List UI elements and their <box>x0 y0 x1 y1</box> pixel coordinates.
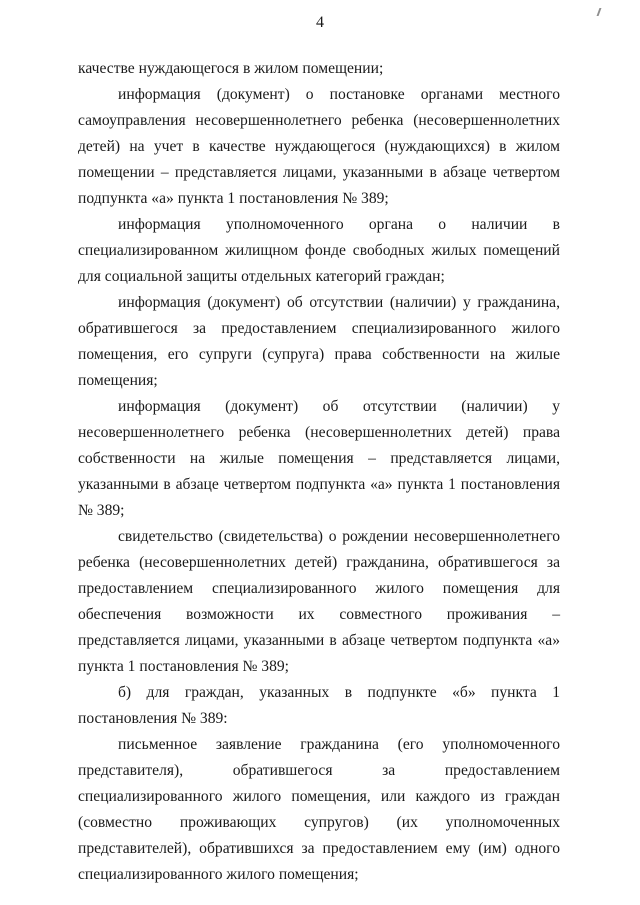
paragraph-ownership-minor: информация (документ) об отсутствии (наличии) у несовершеннолетнего ребенка (несовершеннолетних детей) права собственности на жилые помещения – представляется лицами, указанными в абзаце четвертом подпункта «а» пункта 1 постановления № 389; <box>78 398 560 519</box>
paragraph-birth-certificate: свидетельство (свидетельства) о рождении несовершеннолетнего ребенка (несовершеннолетних детей) гражданина, обратившегося за предоставлением специализированного жилого помещения для обеспечения возможности их совместного проживания – представляется лицами, указанными в абзаце четвертом подпункта «а» пункта 1 постановления № 389; <box>78 528 560 675</box>
paragraph-ownership-applicant: информация (документ) об отсутствии (наличии) у гражданина, обратившегося за предоставлением специализированного жилого помещения, его супруги (супруга) права собственности на жилые помещения; <box>78 294 560 389</box>
paragraph-written-application: письменное заявление гражданина (его уполномоченного представителя), обратившегося за предоставлением специализированного жилого помещения, или каждого из граждан (совместно проживающих супругов) (их уполномоченных представителей), обратившихся за предоставлением ему (им) одного специализированного жилого помещения; <box>78 736 560 883</box>
paragraph-housing-fund-info: информация уполномоченного органа о наличии в специализированном жилищном фонде свободных жилых помещений для социальной защиты отдельных категорий граждан; <box>78 216 560 285</box>
paragraph-subsection-b: б) для граждан, указанных в подпункте «б» пункта 1 постановления № 389: <box>78 684 560 727</box>
page-number: 4 <box>316 14 324 31</box>
paragraph-registration-info: информация (документ) о постановке органами местного самоуправления несовершеннолетнего ребенка (несовершеннолетних детей) на учет в качестве нуждающегося (нуждающихся) в жилом помещении – представляется лицами, указанными в абзаце четвертом подпункта «а» пункта 1 постановления № 389; <box>78 86 560 207</box>
paragraph-continuation: качестве нуждающегося в жилом помещении; <box>78 60 384 77</box>
document-body <box>78 56 560 888</box>
